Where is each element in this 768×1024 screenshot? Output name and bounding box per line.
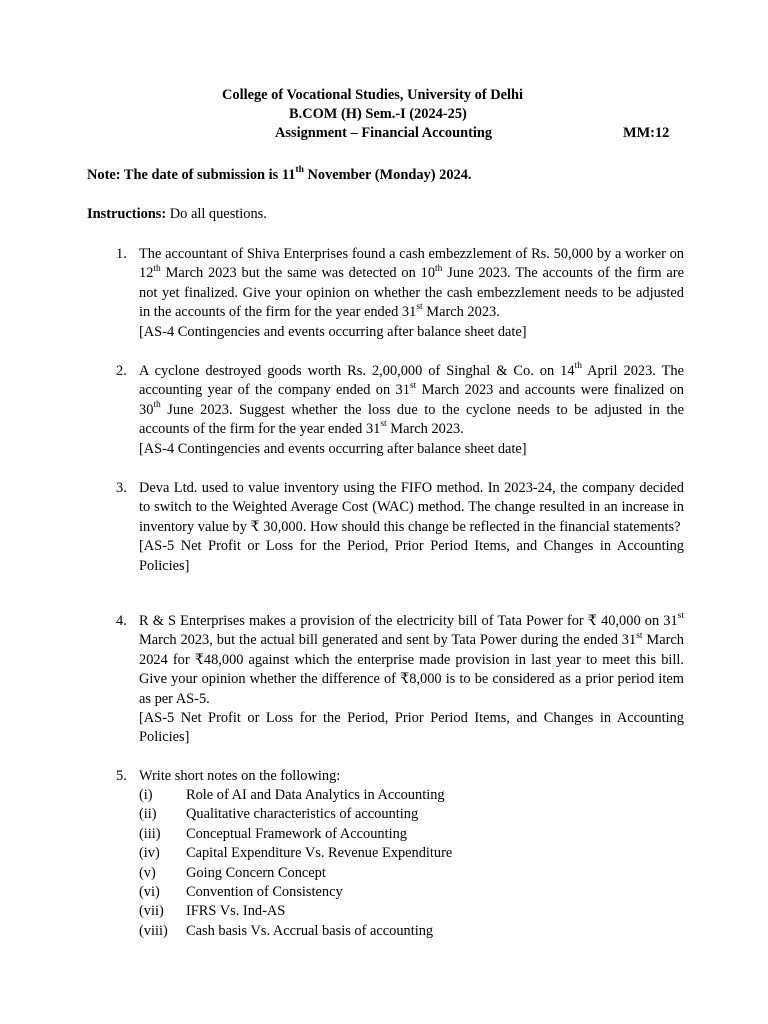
list-item [139, 922, 684, 941]
list-item [139, 825, 684, 844]
text-sup: st [677, 611, 684, 622]
question-body [139, 767, 684, 786]
list-item-numeral: (viii) [139, 922, 168, 939]
list-item-text: Going Concern Concept [186, 864, 326, 881]
short-notes-list [139, 786, 684, 941]
list-item [139, 805, 684, 824]
text-run: A cyclone destroyed goods worth Rs. 2,00,000 of Singhal & Co. on 14 [139, 363, 575, 379]
text-run: March 2023, but the actual bill generated and sent by Tata Power during the ended 31 [139, 632, 637, 649]
text-sup: th [435, 263, 443, 274]
instructions-label: Instructions: [87, 206, 167, 222]
text-run: The accountant of Shiva Enterprises found a cash embezzlement of Rs. 50,000 by a worker on 12 [139, 246, 684, 282]
text-sup: th [153, 400, 161, 411]
text-sup: th [153, 263, 161, 274]
question-number: 4. [116, 613, 127, 629]
note-text-pre: Note: The date of submission is 11 [87, 167, 296, 183]
text-run: March 2024 for ₹48,000 against which the enterprise made provision in last year to meet this bill. Give your opinion whether the difference of ₹8,000 is to be considered as a prior period item as per AS-5. [139, 632, 684, 707]
list-item-text: Cash basis Vs. Accrual basis of accounting [186, 922, 434, 939]
text-run: June 2023. The accounts of the firm are not yet finalized. Give your opinion on whether the cash embezzlement needs to be adjusted in the accounts of the firm for the year ended 31 [139, 265, 684, 321]
list-item [139, 844, 684, 863]
text-sup: th [574, 361, 582, 372]
list-item-text: Convention of Consistency [186, 883, 343, 900]
text-run: R & S Enterprises makes a provision of the electricity bill of Tata Power for ₹ 40,000 on 31 [139, 613, 678, 629]
text-run: March 2023. [422, 304, 500, 321]
question-reference: [AS-5 Net Profit or Loss for the Period, Prior Period Items, and Changes in Accounting Policies] [139, 538, 684, 574]
max-marks: MM:12 [623, 125, 670, 141]
text-run: June 2023. Suggest whether the loss due to the cyclone needs to be adjusted in the accounts of the firm for the year ended 31 [139, 401, 684, 438]
list-item [139, 902, 684, 921]
assignment-title: Assignment – Financial Accounting [275, 125, 493, 141]
list-item-numeral: (v) [139, 864, 156, 881]
list-item [139, 786, 684, 805]
question-body [139, 245, 684, 342]
question-text [139, 612, 684, 709]
list-item [139, 864, 684, 883]
text-sup: st [636, 630, 643, 641]
list-item-numeral: (vi) [139, 883, 160, 900]
list-item-text: IFRS Vs. Ind-AS [186, 903, 286, 920]
question-number: 5. [116, 768, 127, 784]
question-number: 3. [116, 480, 127, 496]
list-item-numeral: (ii) [139, 806, 157, 823]
text-run: March 2023 but the same was detected on 10 [160, 265, 436, 282]
question-body [139, 362, 684, 459]
text-run: March 2023. [386, 421, 464, 438]
college-name: College of Vocational Studies, University of Delhi [222, 87, 524, 103]
list-item-text: Conceptual Framework of Accounting [186, 825, 408, 842]
list-item [139, 883, 684, 902]
question-number: 2. [116, 363, 127, 379]
text-run: April 2023. The accounting year of the company ended on 31 [139, 363, 684, 399]
question-body [139, 479, 684, 576]
question-reference: [AS-4 Contingencies and events occurring after balance sheet date] [139, 440, 527, 457]
instructions [87, 205, 267, 224]
list-item-text: Role of AI and Data Analytics in Accounting [186, 787, 445, 803]
question-text: Write short notes on the following: [139, 768, 341, 784]
question-text [139, 245, 684, 323]
text-sup: st [380, 419, 387, 430]
list-item-text: Capital Expenditure Vs. Revenue Expenditure [186, 845, 453, 862]
question-text: Deva Ltd. used to value inventory using the FIFO method. In 2023-24, the company decided to switch to the Weighted Average Cost (WAC) method. The change resulted in an increase in inventory value by ₹ 30,000. How should this change be reflected in the financial statements? [139, 480, 684, 535]
question-body [139, 612, 684, 748]
list-item-numeral: (iv) [139, 845, 160, 862]
list-item-numeral: (i) [139, 787, 153, 803]
text-run: March 2023 and accounts were finalized on 30 [139, 382, 684, 418]
list-item-numeral: (iii) [139, 825, 161, 842]
question-text [139, 362, 684, 440]
question-reference: [AS-5 Net Profit or Loss for the Period, Prior Period Items, and Changes in Accounting Policies] [139, 710, 684, 746]
list-item-numeral: (vii) [139, 903, 164, 920]
text-sup: st [409, 380, 417, 391]
instructions-text: Do all questions. [166, 206, 267, 222]
course-title: B.COM (H) Sem.-I (2024-25) [289, 106, 467, 122]
note-text-post: November (Monday) 2024. [303, 167, 472, 183]
submission-note [87, 166, 472, 185]
text-sup: st [416, 302, 423, 313]
question-number: 1. [116, 246, 127, 262]
question-reference: [AS-4 Contingencies and events occurring after balance sheet date] [139, 323, 527, 340]
note-sup: th [295, 165, 304, 176]
list-item-text: Qualitative characteristics of accounting [186, 806, 419, 823]
